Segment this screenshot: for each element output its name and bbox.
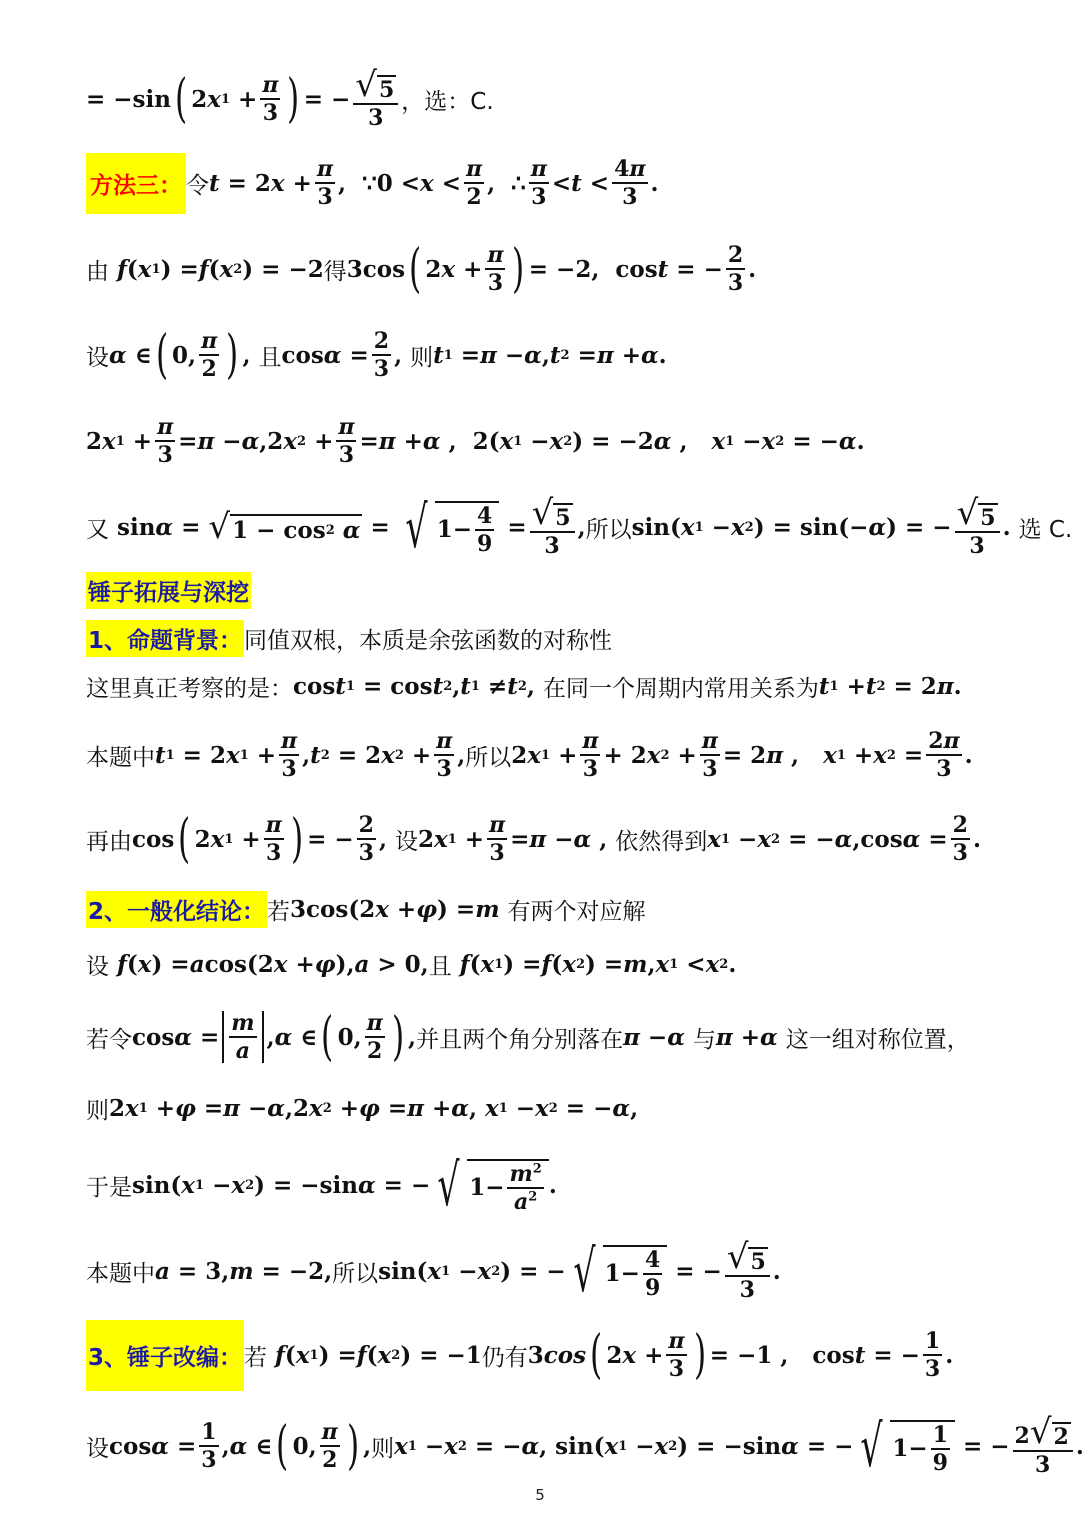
line-ze-general: 则 2 x 1 + φ = π − α ,2 x 2 + φ = π + α , x 1 − x 2 = − α , <box>86 1088 1046 1128</box>
method3-label: 方法三： <box>86 153 186 214</box>
line-item3: 3、锤子改编： 若 f ( x 1 ) = f ( x 2 ) = −1 仍有 3 cos ( 2 x + $\frac{\pi}{3}$ ) = −1 , cos t = − $\frac{1}{3}$ . <box>86 1320 1046 1390</box>
item1-label: 1、命题背景： <box>86 620 244 657</box>
item1-text: 同值双根，本质是余弦函数的对称性 <box>244 627 613 654</box>
line-let-alpha: 设 α ∈ ( 0, $\frac{\pi}{2}$ ) , 且 cos α = $\frac{2}{3}$ , 则 t 1 = π − α , t 2 = π + α . <box>86 325 667 385</box>
text-zai-tongyi: 在同一个周期内常用关系为 <box>542 675 819 702</box>
text-bingqie: 并且两个角分别落在 <box>416 1026 624 1053</box>
text-you2: 又 <box>86 516 109 543</box>
page-number: 5 <box>535 1486 545 1504</box>
line-angle-relations: 2 x 1 + $\frac{\pi}{3}$ = π − α ,2 x 2 + $\frac{\pi}{3}$ = π + α , 2( x 1 − x 2 ) = −2 α , x 1 − x 2 = − α . <box>86 413 865 468</box>
line-item2: 2、一般化结论： 若 3cos(2 x + φ ) = m 有两个对应解 <box>86 890 1046 928</box>
line-cos-t: 由 f ( x 1 ) = f ( x 2 ) = −2 得 3cos ( 2 x + $\frac{\pi}{3}$ ) = −2, cos t = − $\frac{2}{3}$ . <box>86 239 757 299</box>
line-sin-alpha: 又 sin α = √ 1 − cos 2 α = √ 1− $\frac{4}{9}$ = √ 5 3 , 所以 sin( x 1 − x 2 ) = sin(− α ) = − √ 5 3 . 选 C. <box>86 492 1073 561</box>
choose-c-text: ，选：C. <box>401 88 494 115</box>
text-yushi: 于是 <box>86 1174 132 1201</box>
text-she-3: 设 <box>86 953 109 980</box>
text-benti: 本题中 <box>86 744 155 771</box>
line-again: 再由 cos ( 2 x 1 + $\frac{\pi}{3}$ ) = − $\frac{2}{3}$ , 设 2 x 1 + $\frac{\pi}{3}$ = π − α , 依然得到 x 1 − x 2 = − α ,cos α = $\frac{2}{3}$ . <box>86 809 981 869</box>
text-ruoling: 若令 <box>86 1026 132 1053</box>
text-zheli: 这里真正考察的是： <box>86 675 293 702</box>
text-ze-2: 则 <box>86 1097 109 1124</box>
text-suoyi: 所以 <box>585 516 632 543</box>
extension-heading: 锤子拓展与深挖 <box>86 572 251 609</box>
text-she-4: 设 <box>86 1435 109 1462</box>
text-yiran: 依然得到 <box>615 828 708 855</box>
item3-label: 3、锤子改编： <box>86 1320 244 1391</box>
choose-c-text-2: 选 C. <box>1018 516 1073 543</box>
text-you-liangge: 有两个对应解 <box>507 898 646 925</box>
text-qie: 且 <box>258 344 282 371</box>
line-benti-a: 本题中 a = 3, m = −2, 所以 sin( x 1 − x 2 ) = − √ 1− $\frac{4}{9}$ = − √ 5 3 . <box>86 1236 781 1305</box>
line-method3: 方法三： 令 t = 2 x + $\frac{\pi}{3}$ , ∵ 0 < x < $\frac{\pi}{2}$ , ∴ $\frac{\pi}{3}$ < t < $\frac{4\pi}{3}$ . <box>86 150 1046 216</box>
line-item1 <box>86 620 1046 656</box>
line-general-f: 设 f ( x ) = a cos(2 x + φ ), a > 0, 且 f ( x 1 ) = f ( x 2 ) = m , x 1 < x 2 . <box>86 944 1046 984</box>
text-ze-3: 则 <box>371 1435 395 1462</box>
line-result-1: = −sin ( 2 x 1 + $\frac{\pi}{3}$ ) = − √ 5 3 ，选：C. <box>86 64 494 131</box>
text-suoyi-3: 所以 <box>332 1260 379 1287</box>
text-qie-2: 且 <box>428 953 452 980</box>
item2-label: 2、一般化结论： <box>86 891 267 928</box>
text-ze: 则 <box>410 344 434 371</box>
text-rengyou: 仍有 <box>481 1344 528 1371</box>
line-yushi: 于是 sin( x 1 − x 2 ) = −sin α = − √ 1− $\frac{m^2}{a^2}$ . <box>86 1151 557 1219</box>
line-extension-heading <box>86 572 1046 608</box>
text-benti-2: 本题中 <box>86 1260 155 1287</box>
line-this-problem: 本题中 t 1 = 2 x 1 + $\frac{\pi}{3}$ , t 2 = 2 x 2 + $\frac{\pi}{3}$ , 所以 2 x 1 + $\frac{\pi}{3}$ + 2 x 2 + $\frac{\pi}{3}$ = 2 π , x 1 + x 2 = $\frac{2\pi}{3}$ . <box>86 727 973 782</box>
text-de: 得 <box>323 258 347 285</box>
line-examine: 这里真正考察的是： cos t 1 = cos t 2 , t 1 ≠ t 2 , 在同一个周期内常用关系为 t 1 + t 2 = 2 π . <box>86 668 1046 704</box>
text-zaiyou: 再由 <box>86 828 132 855</box>
because-symbol: ∵ <box>362 169 377 197</box>
text-zheyizu: 这一组对称位置， <box>785 1026 970 1053</box>
line-ruoling: 若令 cos α = $\frac{m}{a}$ , α ∈ ( 0, $\frac{\pi}{2}$ ) , 并且两个角分别落在 π − α 与 π + α 这一组对称位置， <box>86 1007 970 1067</box>
text-she-2: 设 <box>394 828 418 855</box>
text-she: 设 <box>86 344 109 371</box>
line-final: 设 cos α = $\frac{1}{3}$ , α ∈ ( 0, $\frac{\pi}{2}$ ) , 则 x 1 − x 2 = − α , sin( x 1 − x 2 ) = −sin α = − √ 1− $\frac{1}{9}$ = − 2 √ 2 3 . <box>86 1411 1084 1480</box>
text-yu: 与 <box>692 1026 716 1053</box>
therefore-symbol: ∴ <box>511 169 526 197</box>
text-ruo-2: 若 <box>244 1344 268 1371</box>
text-suoyi-2: 所以 <box>465 744 512 771</box>
text-you: 由 <box>86 258 109 285</box>
text-ruo: 若 <box>267 898 291 925</box>
text-ling: 令 <box>186 172 209 199</box>
